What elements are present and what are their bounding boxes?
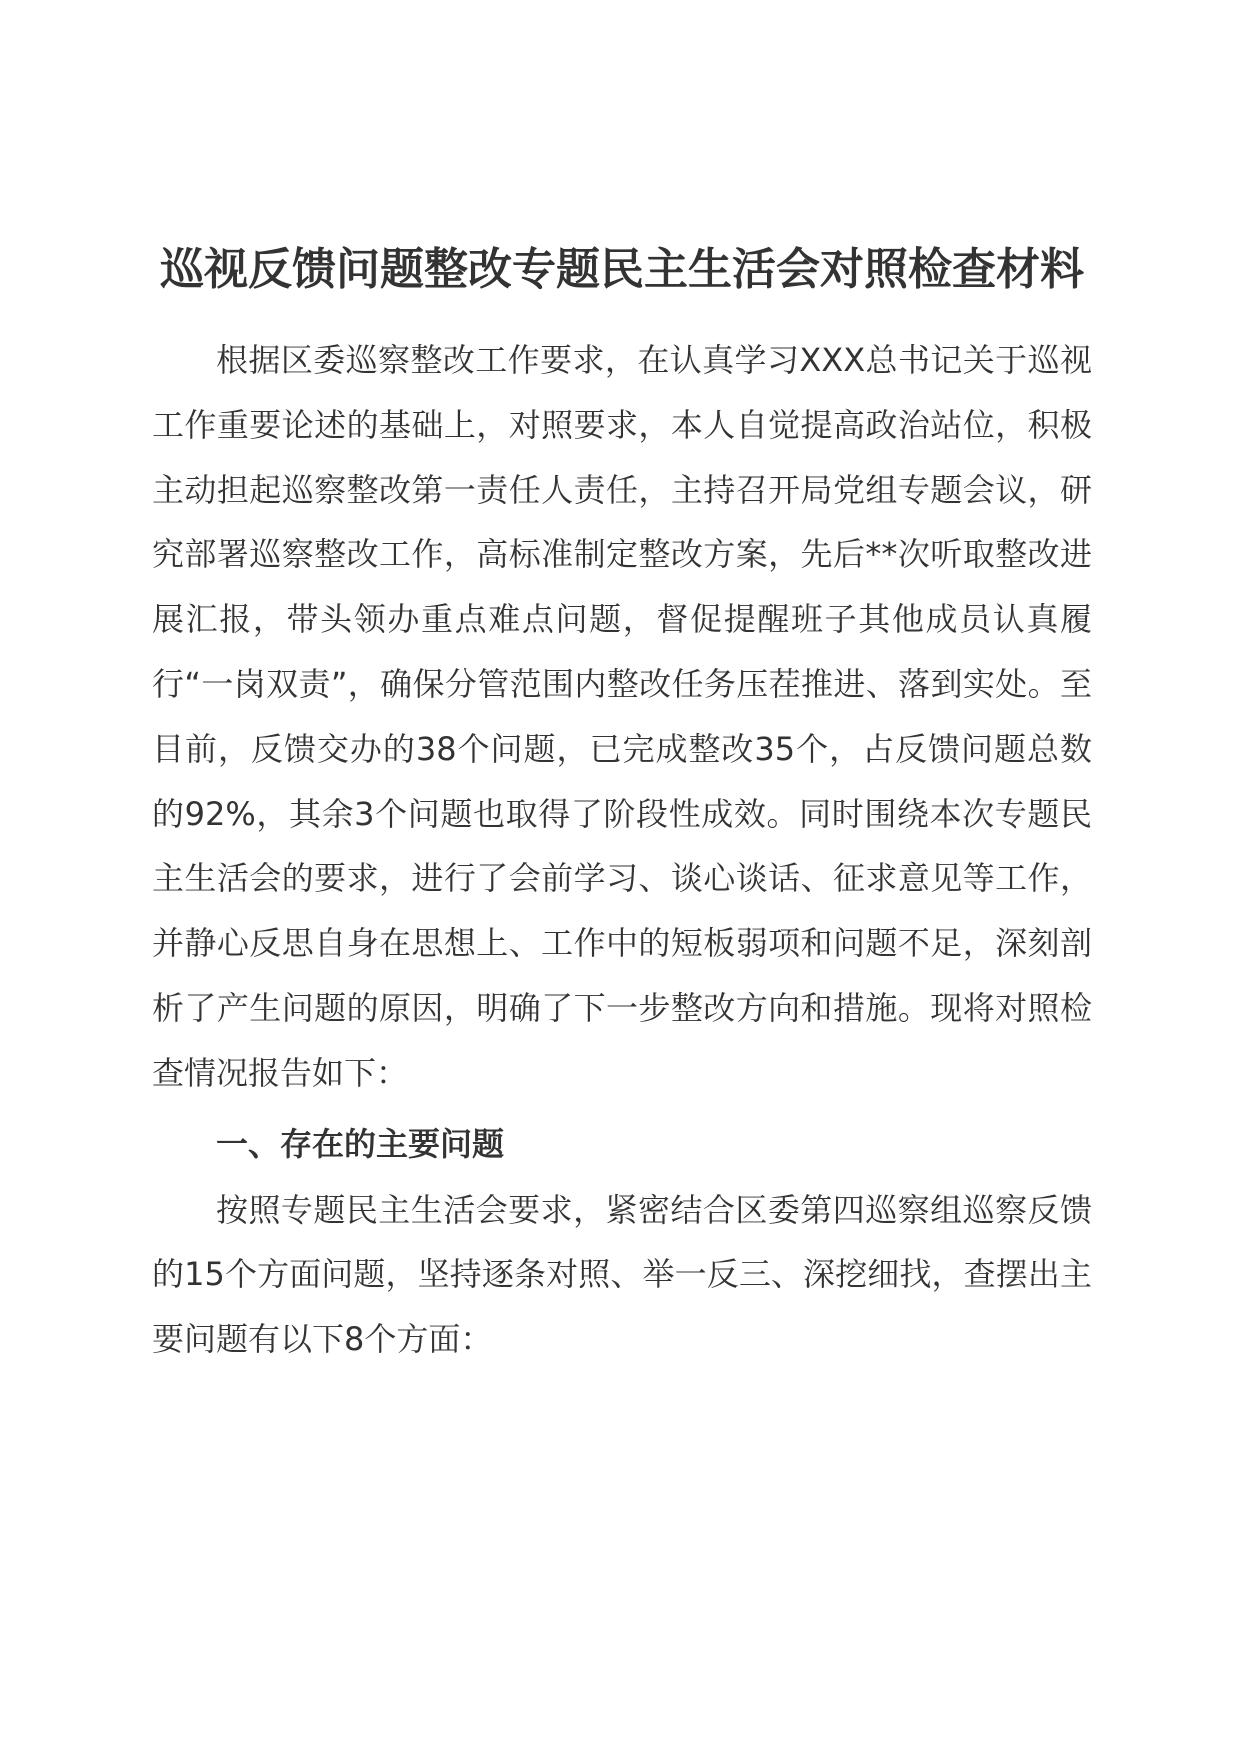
section-paragraph: 按照专题民主生活会要求，紧密结合区委第四巡察组巡察反馈的15个方面问题，坚持逐条对照、举一反三、深挖细找，查摆出主要问题有以下8个方面： [152,1190,1092,1359]
document-title: 巡视反馈问题整改专题民主生活会对照检查材料 [160,244,1084,295]
document-body [152,238,1092,1372]
section-heading: 一、存在的主要问题 [216,1124,505,1163]
intro-paragraph: 根据区委巡察整改工作要求，在认真学习XXX总书记关于巡视工作重要论述的基础上，对照要求，本人自觉提高政治站位，积极主动担起巡察整改第一责任人责任，主持召开局党组专题会议，研究部署巡察整改工作，高标准制定整改方案，先后**次听取整改进展汇报，带头领办重点难点问题，督促提醒班子其他成员认真履行“一岗双责”，确保分管范围内整改任务压茬推进、落到实处。至目前，反馈交办的38个问题，已完成整改35个，占反馈问题总数的92%，其余3个问题也取得了阶段性成效。同时围绕本次专题民主生活会的要求，进行了会前学习、谈心谈话、征求意见等工作，并静心反思自身在思想上、工作中的短板弱项和问题不足，深刻剖析了产生问题的原因，明确了下一步整改方向和措施。现将对照检查情况报告如下： [152,341,1092,1092]
